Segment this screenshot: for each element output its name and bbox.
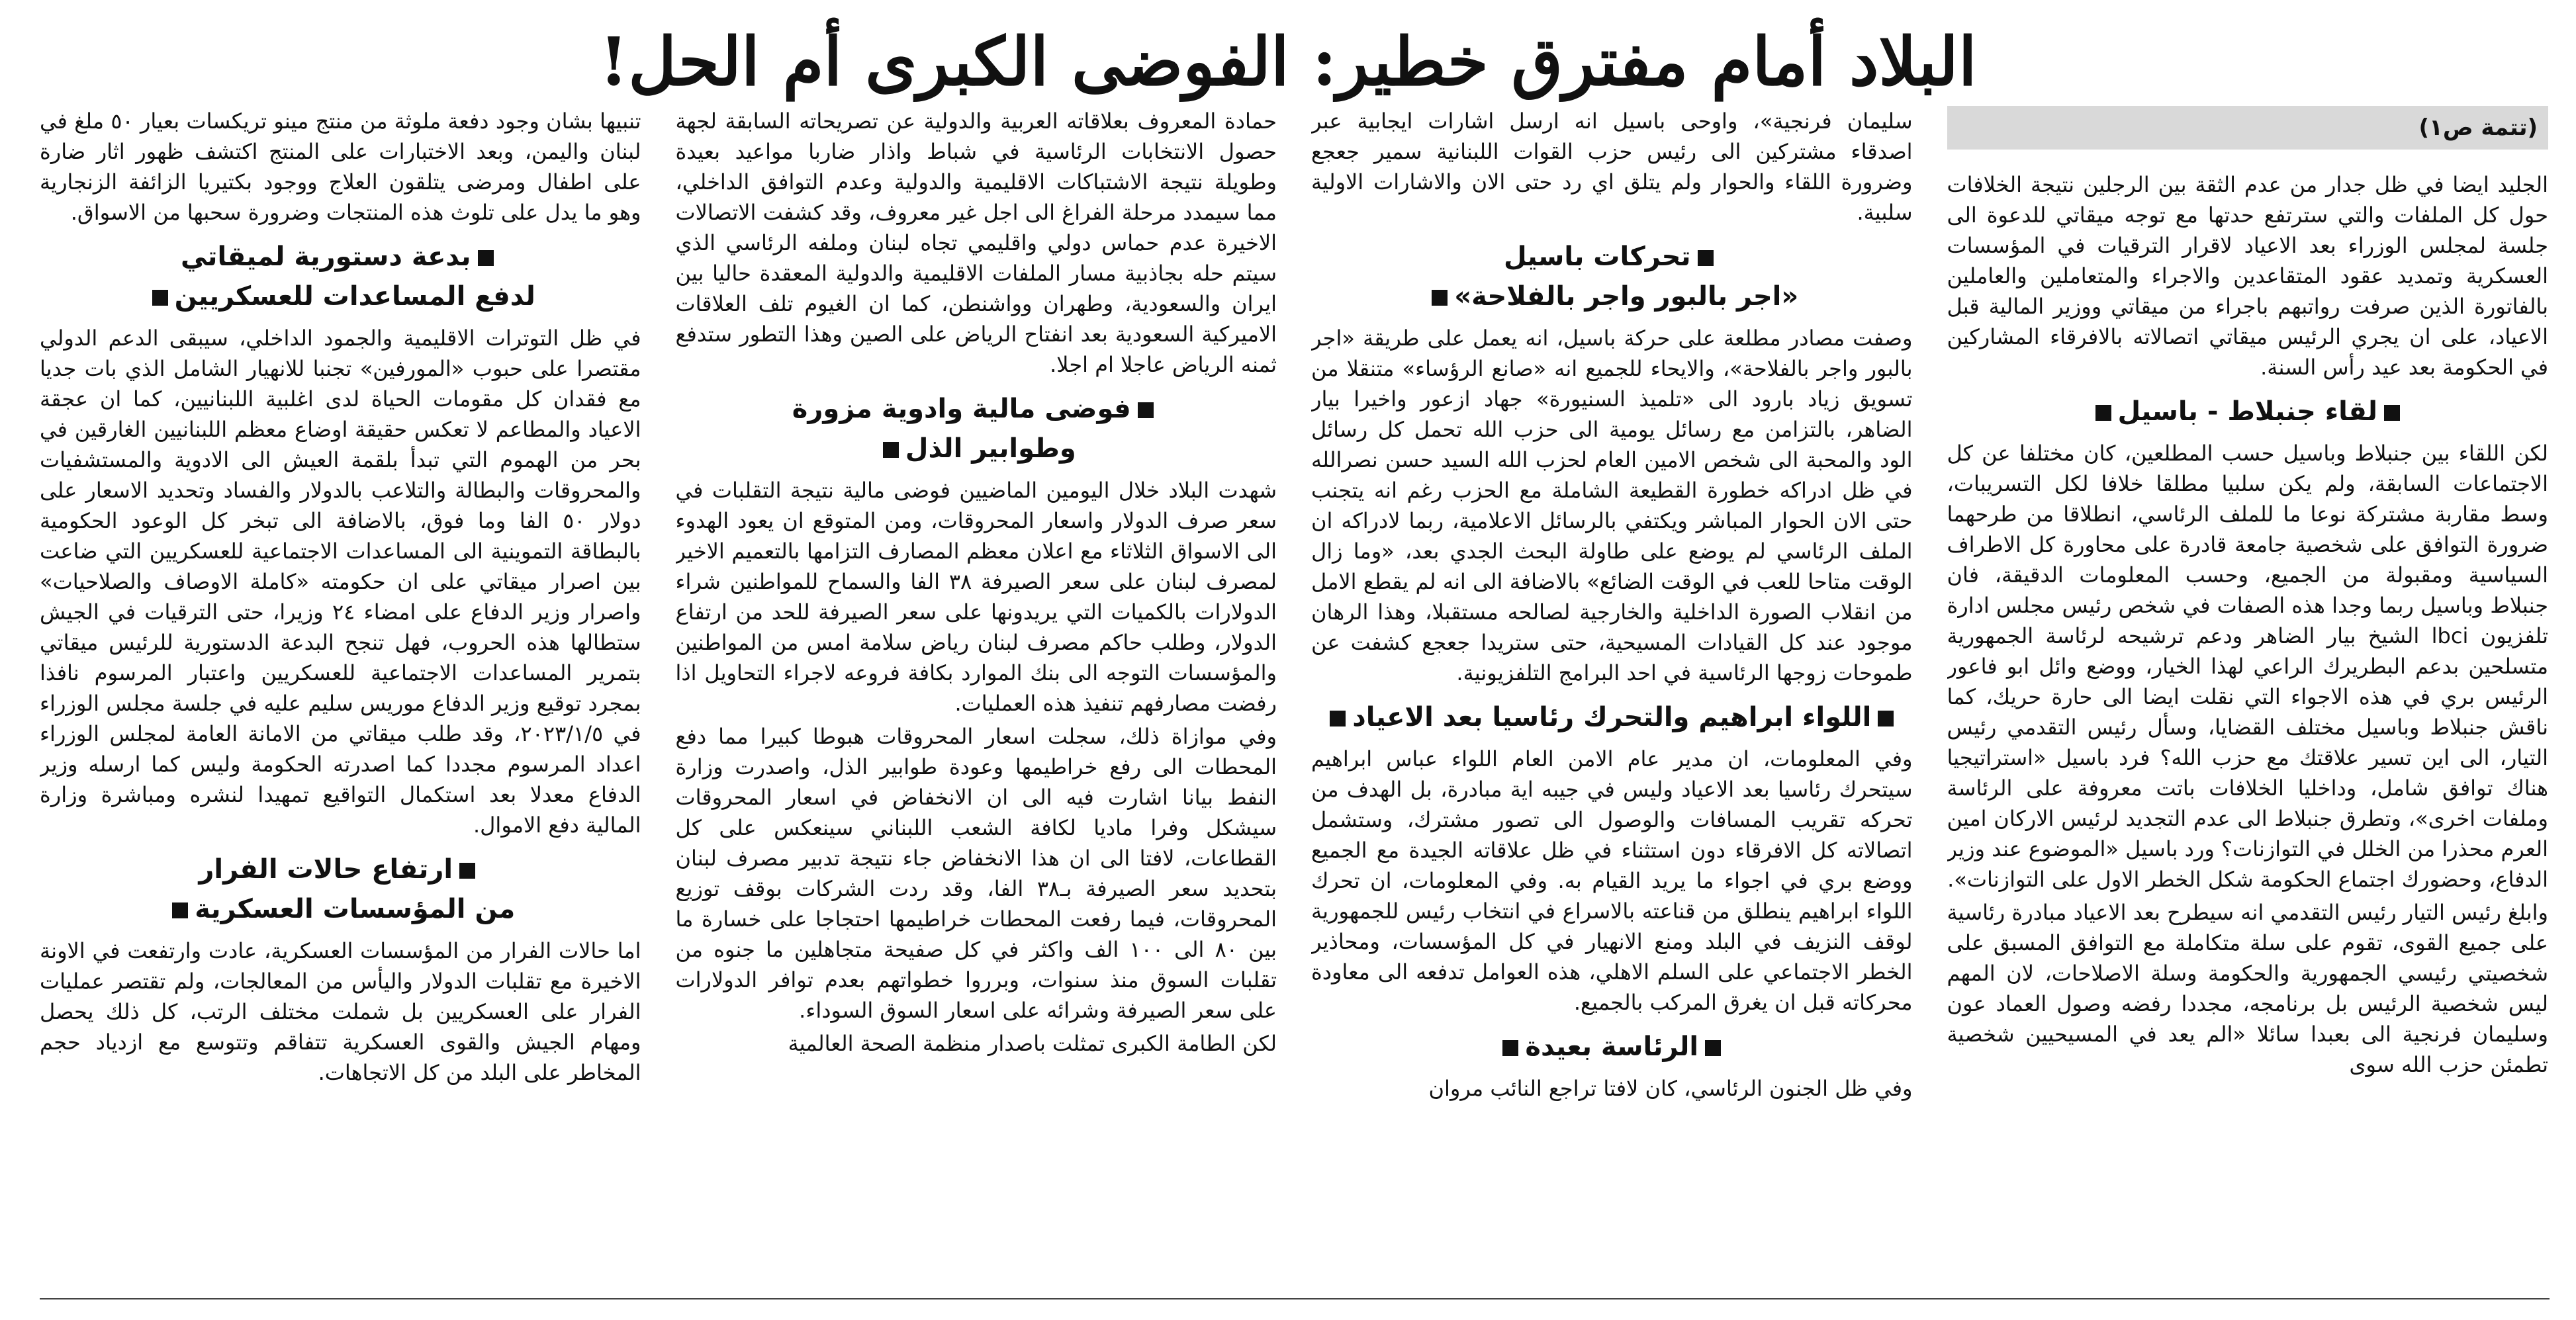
page-headline: البلاد أمام مفترق خطير: الفوضى الكبرى أم الحل! [599, 22, 1977, 101]
continuation-label: (تتمة ص١) [1947, 106, 2549, 150]
subheading: فوضى مالية وادوية مزورة وطوابير الذل [676, 389, 1277, 468]
paragraph: تنبيها بشان وجود دفعة ملوثة من منتج مينو تريكسات بعيار ٥٠ ملغ في لبنان واليمن، وبعد الاختبارات على المنتج اكتشف ظهور اثار ضارة على اطفال ومرضى يتلقون العلاج ووجود بكتيريا الزائفة الزنجارية وهو ما يدل على تلوث هذه المنتجات وضرورة سحبها من الاسواق. [40, 109, 641, 225]
square-bullet-icon [1502, 1040, 1518, 1056]
square-bullet-icon [459, 863, 475, 879]
square-bullet-icon [172, 902, 188, 918]
square-bullet-icon [478, 250, 494, 266]
paragraph: لكن الطامة الكبرى تمثلت باصدار منظمة الصحة العالمية [788, 1031, 1277, 1056]
square-bullet-icon [1138, 402, 1154, 418]
subheading: لقاء جنبلاط - باسيل [1947, 392, 2549, 431]
column-4 [40, 106, 641, 1290]
square-bullet-icon [883, 442, 899, 458]
paragraph: في ظل التوترات الاقليمية والجمود الداخلي، سيبقى الدعم الدولي مقتصرا على حبوب «المورفين» تجنبا للانهيار الشامل الذي بات جديا مع فقدان كل مقومات الحياة لدى اغلبية اللبنانيين، كما ان عجقة الاعياد والمطاعم لا تعكس حقيقة اوضاع معظم اللبنانيين الغارقين في بحر من الهموم التي تبدأ بلقمة العيش الى الادوية والمستشفيات والمحروقات والبطالة والتلاعب بالدولار والفساد وتحديد الاسعار على دولار ٥٠ الفا وما فوق، بالاضافة الى تبخر كل الوعود الحكومية بالبطاقة التموينية الى المساعدات الاجتماعية للعسكريين التي ضاعت بين اصرار ميقاتي على ان حكومته «كاملة الاوصاف والصلاحيات» واصرار وزير الدفاع على امضاء ٢٤ وزيرا، حتى الترقيات في الجيش ستطالها هذه الحروب، فهل تنجح البدعة الدستورية للرئيس ميقاتي بتمرير المساعدات الاجتماعية للعسكريين واعتبار المرسوم نافذا بمجرد توقيع وزير الدفاع موريس سليم عليه في جلسة مجلس الوزراء في ٢٠٢٣/١/٥، وقد طلب ميقاتي من الامانة العامة لمجلس الوزراء اعداد المرسوم مجددا كما اصدرته الحكومة وليس كما ارسله وزير الدفاع معدلا بعد استكمال التواقيع تمهيدا لنشره ومباشرة وزارة المالية دفع الاموال. [40, 326, 641, 838]
bottom-divider [40, 1298, 2550, 1299]
square-bullet-icon [1432, 290, 1448, 306]
paragraph: الجليد ايضا في ظل جدار من عدم الثقة بين الرجلين نتيجة الخلافات حول كل الملفات والتي سترتفع حدتها مع توجه ميقاتي للدعوة الى جلسة لمجلس الوزراء بعد الاعياد لاقرار الترقيات في المؤسسات العسكرية وتمديد عقود المتقاعدين والاجراء والمتعاملين والعاملين بالفاتورة الذين صرفت رواتبهم باجراء من ميقاتي ووزير المالية قبل الاعياد، على ان يجري الرئيس ميقاتي اتصالاته بالافرقاء المشاركين في الحكومة بعد عيد رأس السنة. [1947, 172, 2548, 380]
square-bullet-icon [1330, 711, 1346, 726]
paragraph: شهدت البلاد خلال اليومين الماضيين فوضى مالية نتيجة التقلبات في سعر صرف الدولار واسعار المحروقات، ومن المتوقع ان يعود الهدوء الى الاسواق الثلاثاء مع اعلان معظم المصارف التزامها بالتعميم الاخير لمصرف لبنان على سعر الصيرفة ٣٨ الفا والسماح للمواطنين شراء الدولارات بالكميات التي يريدونها على سعر الصيرفة للحد من ارتفاع الدولار، وطلب حاكم مصرف لبنان رياض سلامة امس من المواطنين والمؤسسات التوجه الى بنك الموارد بكافة فروعه لاجراء التحاويل اذا رفضت مصارفهم تنفيذ هذه العمليات. [675, 478, 1277, 716]
paragraph: حمادة المعروف بعلاقاته العربية والدولية عن تصريحاته السابقة لجهة حصول الانتخابات الرئاسية في شباط واذار ضاربا مواعيد بعيدة وطويلة نتيجة الاشتباكات الاقليمية والدولية وعدم التوافق الداخلي، مما سيمدد مرحلة الفراغ الى اجل غير معروف، وقد كشفت الاتصالات الاخيرة عدم حماس دولي واقليمي تجاه لبنان وملفه الرئاسي الذي سيتم حله بجاذبية مسار الملفات الاقليمية والدولية المعقدة حاليا بين ايران والسعودية، وطهران وواشنطن، كما ان الغيوم تلف العلاقات الاميركية السعودية بعد انفتاح الرياض على الصين وهذا التطور ستدفع ثمنه الرياض عاجلا ام اجلا. [675, 109, 1277, 377]
subheading: تحركات باسيل «اجر بالبور واجر بالفلاحة» [1311, 237, 1913, 316]
square-bullet-icon [1698, 250, 1714, 266]
paragraph: لكن اللقاء بين جنبلاط وباسيل حسب المطلعين، كان مختلفا عن كل الاجتماعات السابقة، ولم يكن سلبيا مطلقا خلافا لكل التسريبات، وسط مقاربة مشتركة نوعا ما للملف الرئاسي، انطلاقا من طرحهما ضرورة التوافق على شخصية جامعة قادرة على محاورة كل الاطراف السياسية ومقبولة من الجميع، وحسب المعلومات الدقيقة، فان جنبلاط وباسيل ربما وجدا هذه الصفات في شخص رئيس مجلس ادارة تلفزيون lbci الشيخ بيار الضاهر ودعم ترشيحه لرئاسة الجمهورية متسلحين بدعم البطريرك الراعي لهذا الخيار، ووضع وائل ابو فاعور الرئيس بري في هذه الاجواء التي نقلت ايضا الى حارة حريك، كما ناقش جنبلاط وباسيل مختلف القضايا، وسأل رئيس التقدمي رئيس التيار، الى اين تسير علاقتك مع حزب الله؟ فرد باسيل «استراتيجيا هناك توافق شامل، وداخليا الخلافات باتت معروفة على الرئاسة وملفات اخرى»، وتطرق جنبلاط الى عدم التجديد لرئيس الاركان امين العرم محذرا من الخلل في التوازنات؟ ورد باسيل «الموضوع عند وزير الدفاع، وحضورك اجتماع الحكومة شكل الخطر الاول على التوازنات». [1947, 441, 2548, 892]
subheading: ارتفاع حالات الفرار من المؤسسات العسكرية [40, 850, 641, 929]
subheading: اللواء ابراهيم والتحرك رئاسيا بعد الاعياد [1311, 697, 1913, 737]
column-1 [1947, 106, 2549, 1290]
paragraph: وفي المعلومات، ان مدير عام الامن العام اللواء عباس ابراهيم سيتحرك رئاسيا بعد الاعياد وليس في جيبه اية مبادرة، بل الهدف من تحركه تقريب المسافات والوصول الى تصور مشترك، وستشمل اتصالاته كل الافرقاء دون استثناء في ظل علاقاته الجيدة مع الجميع ووضع بري في اجواء ما يريد القيام به. وفي المعلومات، ان تحرك اللواء ابراهيم ينطلق من قناعته بالاسراع في انتخاب رئيس للجمهورية لوقف النزيف في البلد ومنع الانهيار في كل المؤسسات، ومحاذير الخطر الاجتماعي على السلم الاهلي، هذه العوامل تدفعه الى معاودة محركاته قبل ان يغرق المركب بالجميع. [1311, 746, 1913, 1015]
square-bullet-icon [1878, 711, 1894, 726]
article-columns [40, 106, 2548, 1290]
column-3 [676, 106, 1277, 1290]
square-bullet-icon [2384, 405, 2400, 421]
paragraph: اما حالات الفرار من المؤسسات العسكرية، عادت وارتفعت في الاونة الاخيرة مع تقلبات الدولار واليأس من المعالجات، ولم تقتصر عمليات الفرار على العسكريين بل شملت مختلف الرتب، كل ذلك يحصل ومهام الجيش والقوى العسكرية تتفاقم وتتوسع مع ازدياد حجم المخاطر على البلد من كل الاتجاهات. [40, 938, 641, 1085]
paragraph: وفي ظل الجنون الرئاسي، كان لافتا تراجع النائب مروان [1428, 1076, 1913, 1101]
paragraph: وفي موازاة ذلك، سجلت اسعار المحروقات هبوطا كبيرا مما دفع المحطات الى رفع خراطيمها وعودة طوابير الذل، واصدرت وزارة النفط بيانا اشارت فيه الى ان الانخفاض في اسعار المحروقات سيشكل وفرا ماديا لكافة الشعب اللبناني سينعكس على كل القطاعات، لافتا الى ان هذا الانخفاض جاء نتيجة تدبير مصرف لبنان بتحديد سعر الصيرفة بـ٣٨ الفا، وقد ردت الشركات بوقف توزيع المحروقات، فيما رفعت المحطات خراطيمها احتجاجا على خسارة ما بين ٨٠ الى ١٠٠ الف واكثر في كل صفيحة متجاهلين ما جنوه من تقلبات السوق منذ سنوات، وبرروا خطواتهم بعدم توافر الدولارات على سعر الصيرفة وشرائه على اسعار السوق السوداء. [675, 724, 1277, 1023]
subheading: بدعة دستورية لميقاتي لدفع المساعدات للعسكريين [40, 237, 641, 316]
paragraph: وصفت مصادر مطلعة على حركة باسيل، انه يعمل على طريقة «اجر بالبور واجر بالفلاحة»، والايحاء للجميع انه «صانع الرؤساء» متنقلا من تسويق زياد بارود الى «تلميذ السنيورة» جهاد ازعور واخيرا بيار الضاهر، بالتزامن مع رسائل يومية الى حزب الله تحمل كل رسائل الود والمحبة الى شخص الامين العام لحزب الله السيد حسن نصرالله في ظل ادراكه خطورة القطيعة الشاملة مع الحزب رغم انه يتجنب حتى الان الحوار المباشر ويكتفي بالرسائل الاعلامية، ربما لادراكه ان الملف الرئاسي لم يوضع على طاولة البحث الجدي بعد، «وما زال الوقت متاحا للعب في الوقت الضائع» بالاضافة الى انه لم يقطع الامل من انقلاب الصورة الداخلية والخارجية لصالحه مستقبلا، وهذا الرهان موجود عند كل القيادات المسيحية، حتى ستريدا جعجع كشفت عن طموحات زوجها الرئاسية في احد البرامج التلفزيونية. [1311, 326, 1913, 685]
square-bullet-icon [2095, 405, 2111, 421]
subheading: الرئاسة بعيدة [1311, 1027, 1913, 1067]
paragraph: سليمان فرنجية»، واوحى باسيل انه ارسل اشارات ايجابية عبر اصدقاء مشتركين الى رئيس حزب القوات اللبنانية سمير جعجع وضرورة اللقاء والحوار ولم يتلق اي رد حتى الان والاشارات الاولية سلبية. [1311, 109, 1913, 225]
square-bullet-icon [152, 290, 168, 306]
paragraph: وابلغ رئيس التيار رئيس التقدمي انه سيطرح بعد الاعياد مبادرة رئاسية على جميع القوى، تقوم على سلة متكاملة مع التوافق المسبق على شخصيتي رئيسي الجمهورية والحكومة وسلة الاصلاحات، لان المهم ليس شخصية الرئيس بل برنامجه، مجددا رفضه وصول العماد عون وسليمان فرنجية الى بعبدا سائلا «الم يعد في المسيحيين شخصية تطمئن حزب الله سوى [1947, 900, 2548, 1077]
column-2 [1311, 106, 1913, 1290]
square-bullet-icon [1705, 1040, 1721, 1056]
